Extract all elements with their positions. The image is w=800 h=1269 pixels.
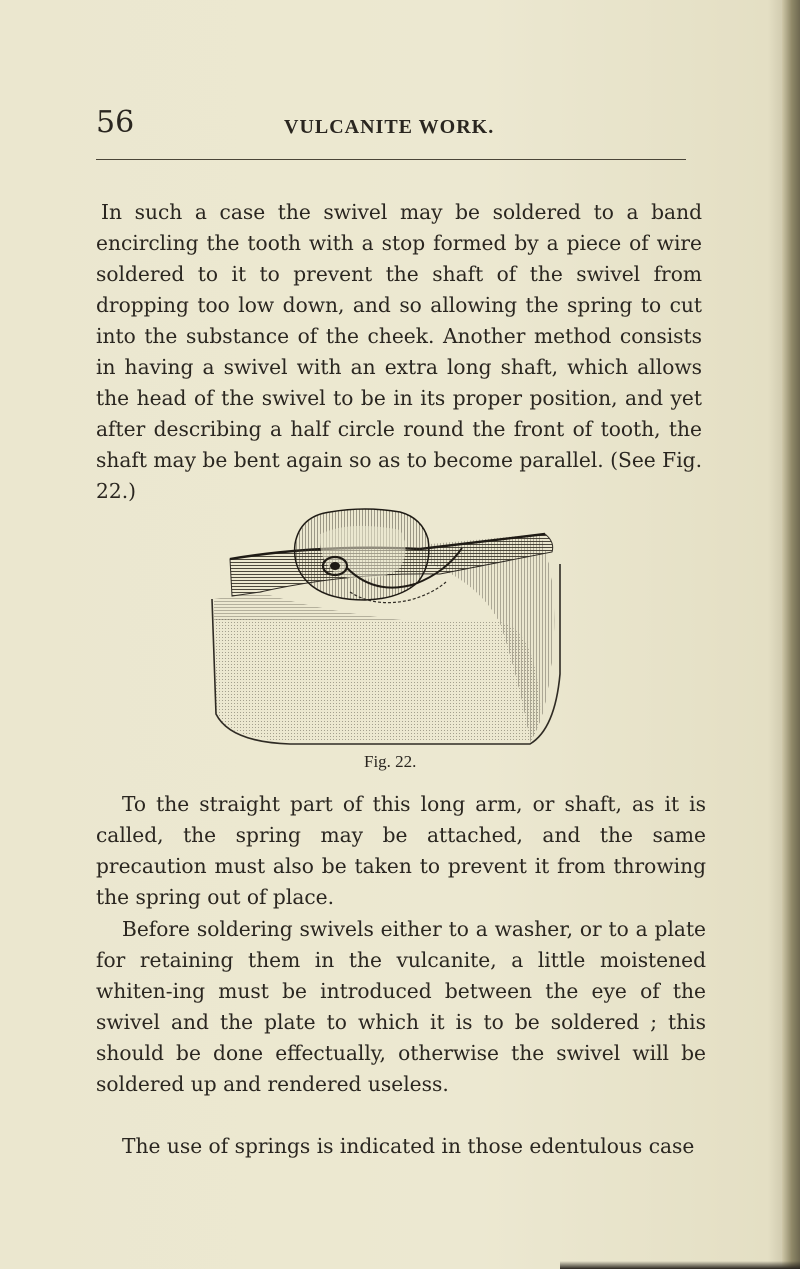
fig-22-illustration <box>200 504 565 749</box>
paragraph-2: To the straight part of this long arm, or shaft, as it is called, the spring may be attached, and the same precaution must also be taken to prevent it from throwing the spring out of place. <box>96 792 706 909</box>
figure-caption: Fig. 22. <box>364 752 417 771</box>
paragraph-1: In such a case the swivel may be soldered to a band encircling the tooth with a stop formed by a piece of wire soldered to it to prevent the shaft of the swivel from dropping too low down, and so allowing the spring to cut into the substance of the cheek. Another method consists in having a swivel with an extra long shaft, which allows the head of the swivel to be in its proper position, and yet after describing a half circle round the front of tooth, the shaft may be bent again so as to become parallel. (See Fig. 22.) <box>96 200 702 503</box>
paragraph-3: Before soldering swivels either to a washer, or to a plate for retaining them in the vulcanite, a little moistened whiten-ing must be introduced between the eye of the swivel and the plate to which it is to be soldered ; this should be done effectually, otherwise the swivel will be soldered up and rendered useless. <box>96 917 706 1096</box>
paragraph-4: The use of springs is indicated in those edentulous case <box>122 1134 695 1158</box>
page-edge-shadow <box>782 0 800 1269</box>
page-number: 56 <box>96 105 135 140</box>
running-head: VULCANITE WORK. <box>284 116 495 138</box>
page-bottom-shadow <box>560 1261 800 1269</box>
header-rule <box>96 159 686 160</box>
